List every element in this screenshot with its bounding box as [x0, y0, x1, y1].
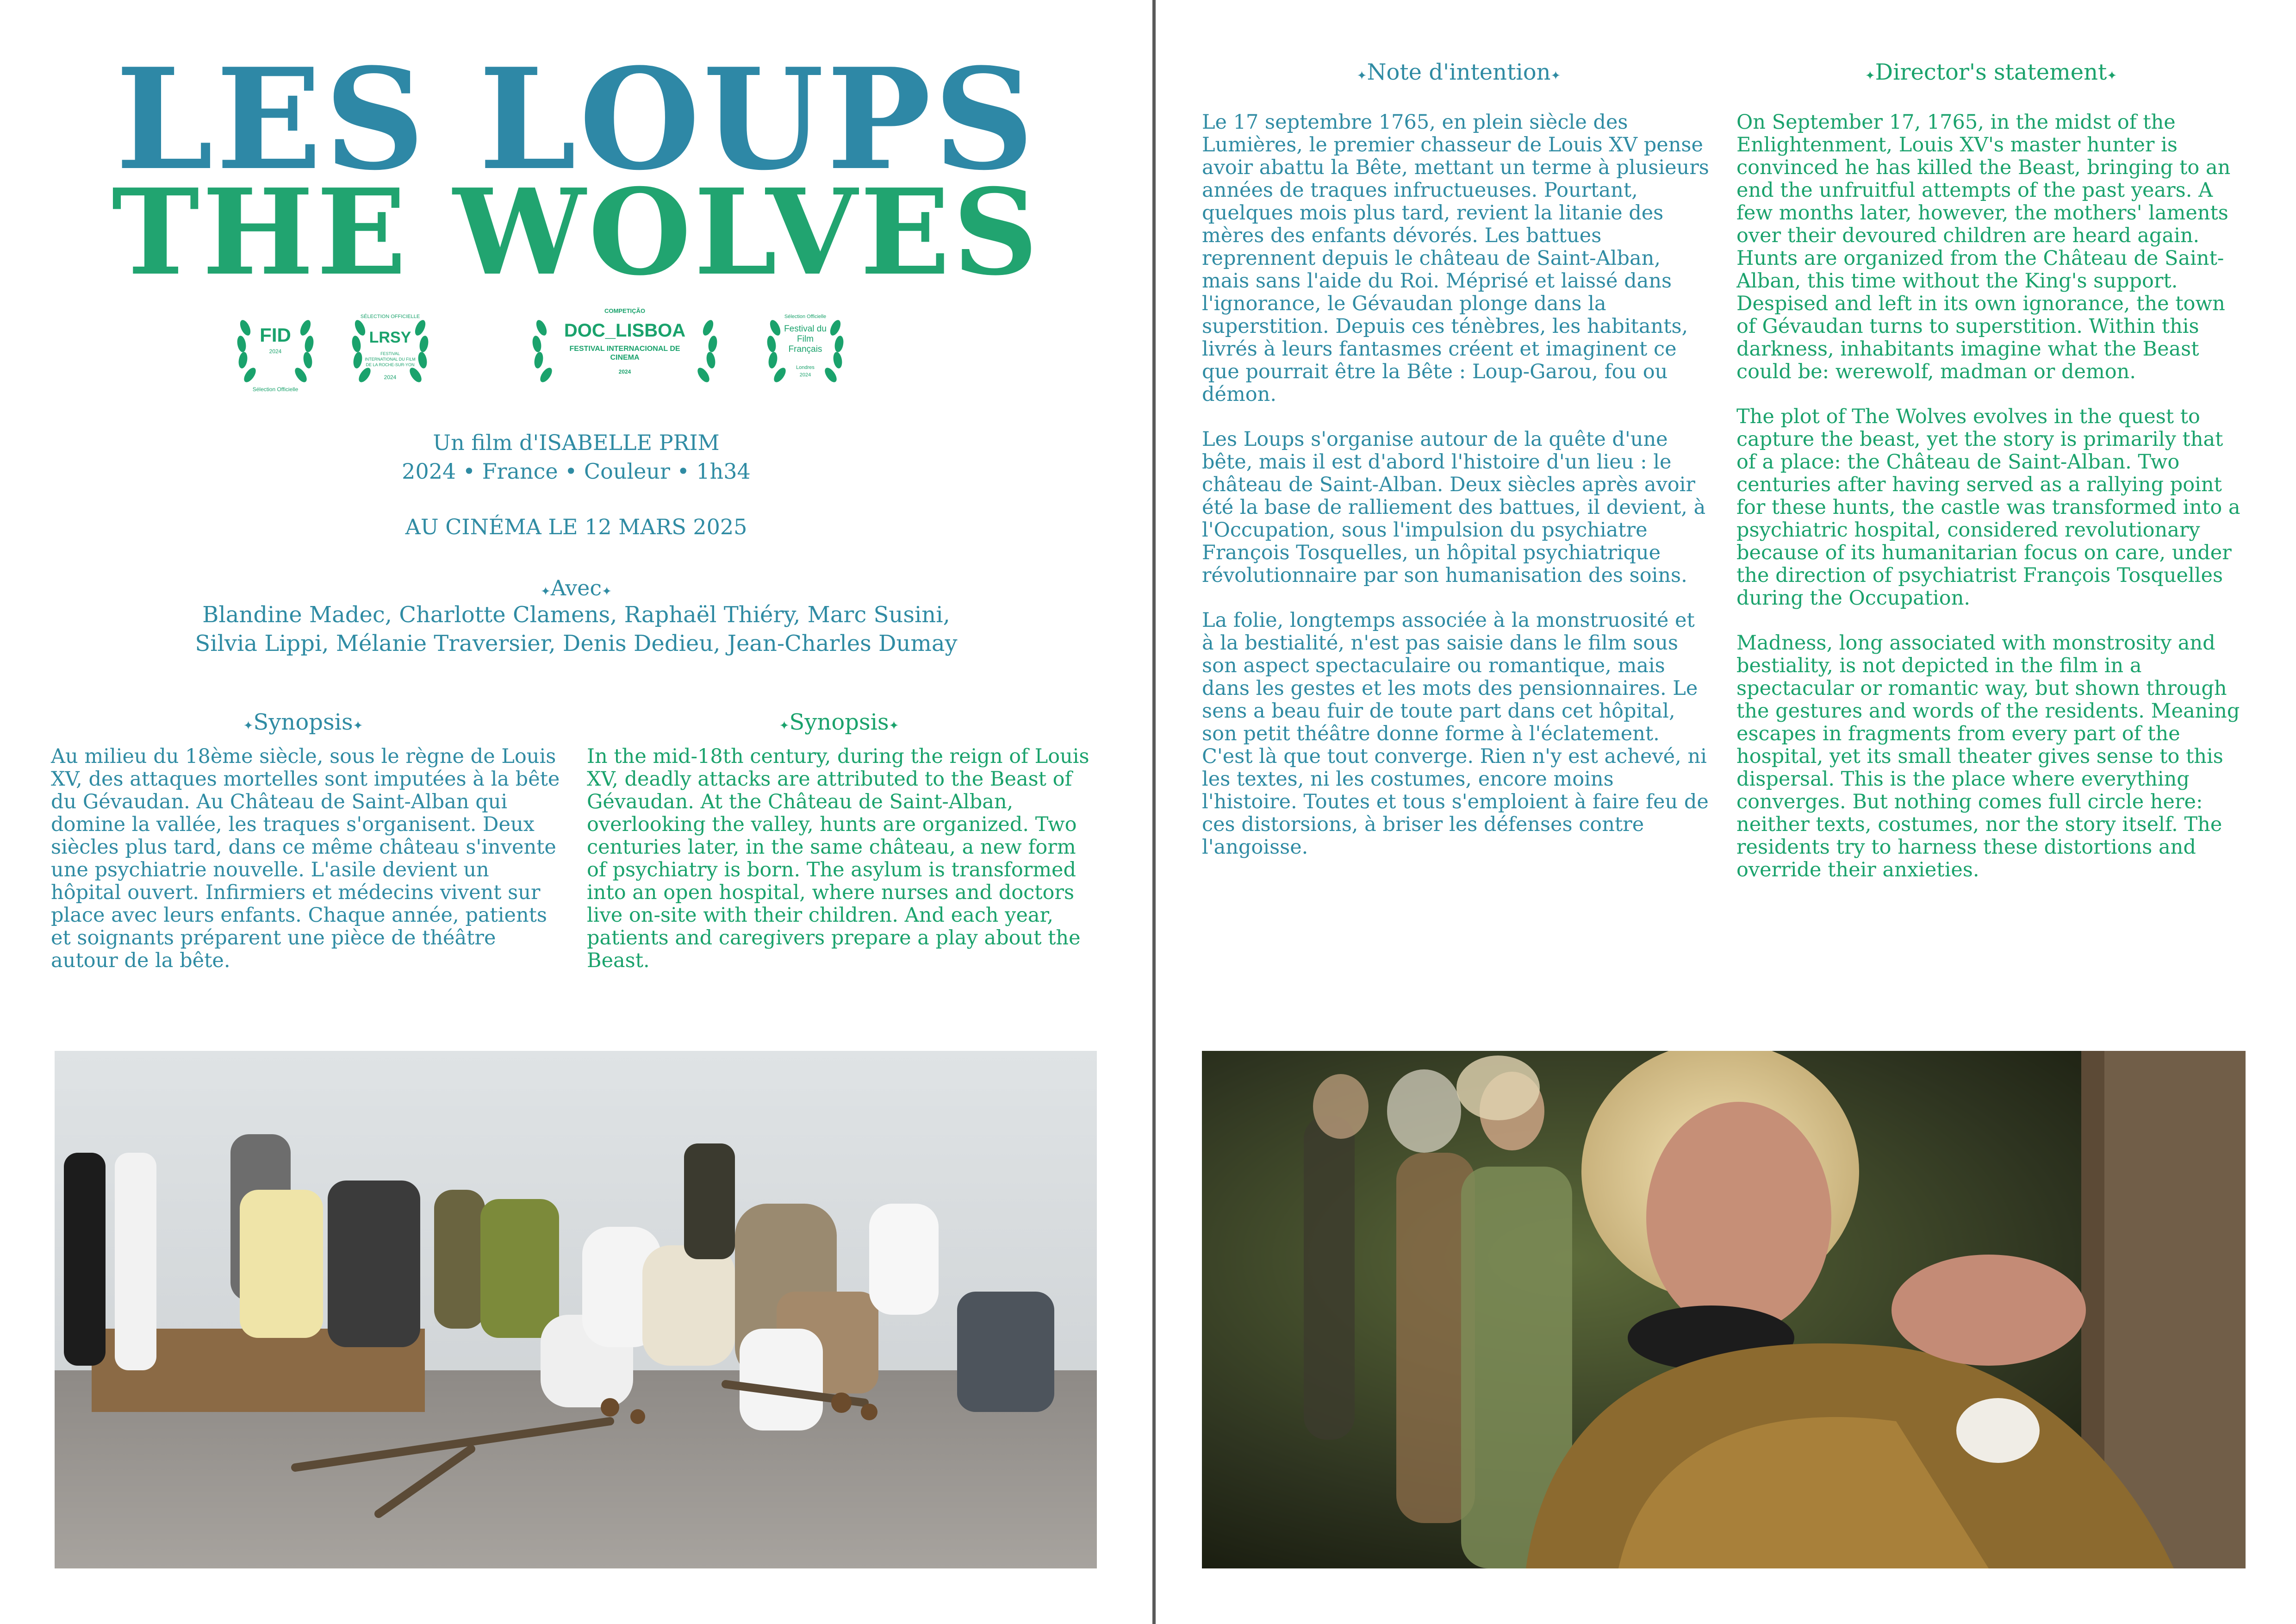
- star-ornament-icon: ✦: [1865, 69, 1875, 83]
- laurel-top: SÉLECTION OFFICIELLE: [360, 314, 420, 319]
- release-date: AU CINÉMA LE 12 MARS 2025: [405, 514, 747, 539]
- directors-statement-heading: [1736, 59, 2246, 89]
- star-ornament-icon: ✦: [602, 585, 612, 599]
- star-ornament-icon: ✦: [243, 719, 254, 733]
- cast-heading-label: Avec: [550, 575, 602, 600]
- note-intention-heading: [1202, 59, 1716, 89]
- laurel-festival-film-francais: [761, 300, 849, 403]
- star-ornament-icon: ✦: [1550, 69, 1561, 83]
- laurel-sub: Londres: [796, 365, 815, 370]
- note-paragraph-3: La folie, longtemps associée à la monstruosité et à la bestialité, n'est pas saisie dans le film sous son aspect spectaculaire ou romantique, mais dans les gestes et les mots des pensionnaires. Le sens a beau fuir de toute part dans cet hôpital, son petit théâtre donne forme à l'éclatement. C'est là que tout converge. Rien n'y est achevé, ni les textes, ni les costumes, encore moins l'histoire. Toutes et tous s'emploient à faire feu de ces distorsions, à briser les défenses contre l'angoisse.: [1202, 609, 1709, 859]
- laurel-top: COMPETIÇÃO: [604, 307, 646, 314]
- star-ornament-icon: ✦: [889, 719, 899, 733]
- directors-statement-text: [1736, 111, 2246, 904]
- note-intention-heading-label: Note d'intention: [1367, 59, 1551, 85]
- star-ornament-icon: ✦: [2107, 69, 2117, 83]
- note-paragraph-1: Le 17 septembre 1765, en plein siècle des Lumières, le premier chasseur de Louis XV pense avoir abattu la Bête, mettant un terme à plusieurs années de traques infructueuses. Pourtant, quelques mois plus tard, revient la litanie des mères des enfants dévorés. Les battues reprennent depuis le château de Saint-Alban, mais sans l'aide du Roi. Méprisé et laissé dans l'ignorance, le Gévaudan plonge dans la superstition. Depuis ces ténèbres, les habitants, livrés à leurs fantasmes créent et imaginent ce que pourrait être la Bête : Loup-Garou, fou ou démon.: [1202, 111, 1709, 406]
- film-credit: Un film d'ISABELLE PRIM: [433, 430, 720, 455]
- laurel-fid: [231, 300, 319, 403]
- laurel-doclisboa: [523, 300, 727, 403]
- note-intention-text: [1202, 111, 1711, 881]
- cast-line-1: Blandine Madec, Charlotte Clamens, Raphaël Thiéry, Marc Susini,: [202, 602, 950, 628]
- laurel-caption: Sélection Officielle: [252, 386, 299, 393]
- statement-paragraph-2: The plot of The Wolves evolves in the quest to capture the beast, yet the story is primarily that of a place: the Château de Saint-Alban. Two centuries after having served as a rallying point for these hunts, the castle was transformed into a psychiatric hospital, considered revolutionary because of its humanitarian focus on care, under the direction of psychiatrist François Tosquelles during the Occupation.: [1736, 405, 2240, 610]
- right-page: [1156, 0, 2296, 1624]
- cast-line-2: Silvia Lippi, Mélanie Traversier, Denis Dedieu, Jean-Charles Dumay: [195, 631, 958, 656]
- title-english: THE WOLVES: [112, 163, 1041, 302]
- note-paragraph-2: Les Loups s'organise autour de la quête d'une bête, mais il est d'abord l'histoire d'un lieu : le château de Saint-Alban. Deux siècles après avoir été la base de ralliement des battues, il devient, à l'Occupation, sous l'impulsion du psychiatre François Tosquelles, un hôpital psychiatrique révolutionnaire par son humanisation des soins.: [1202, 428, 1706, 587]
- laurel-top: Sélection Officielle: [784, 314, 827, 319]
- synopsis-fr-heading-label: Synopsis: [253, 709, 353, 735]
- laurel-main: FID: [260, 324, 291, 346]
- film-still-image: [1202, 1051, 2246, 1568]
- laurel-caption: 2024: [384, 374, 397, 381]
- film-still-periwig-portrait: [1202, 1051, 2246, 1568]
- star-ornament-icon: ✦: [353, 719, 363, 733]
- star-ornament-icon: ✦: [541, 585, 551, 599]
- film-still-group-scene: [55, 1051, 1097, 1568]
- star-ornament-icon: ✦: [1356, 69, 1367, 83]
- statement-paragraph-1: On September 17, 1765, in the midst of the Enlightenment, Louis XV's master hunter is convinced he has killed the Beast, bringing to an end the unfruitful attempts of the past years. A few months later, however, the mothers' laments over their devoured children are heard again. Hunts are organized from the Château de Saint-Alban, this time without the King's support. Despised and left in its own ignorance, the town of Gévaudan turns to superstition. Within this darkness, inhabitants imagine what the Beast could be: werewolf, madman or demon.: [1736, 111, 2231, 383]
- laurel-sub: FESTIVAL INTERNACIONAL DE CINEMA: [569, 345, 680, 362]
- laurel-main: LRSY: [369, 329, 411, 346]
- title-french: LES LOUPS: [115, 37, 1037, 201]
- laurel-main: DOC_LISBOA: [564, 320, 686, 341]
- page-spine-divider: [1152, 0, 1156, 1624]
- synopsis-fr-text: Au milieu du 18ème siècle, sous le règne de Louis XV, des attaques mortelles sont imputées à la bête du Gévaudan. Au Château de Saint-Alban qui domine la vallée, les traques s'organisent. Deux siècles plus tard, dans ce même château s'invente une psychiatrie nouvelle. L'asile devient un hôpital ouvert. Infirmiers et médecins vivent sur place avec leurs enfants. Chaque année, patients et soignants préparent une pièce de théâtre autour de la bête.: [51, 745, 560, 972]
- laurel-lrsy: [346, 300, 434, 403]
- synopsis-en-heading: [587, 709, 1091, 739]
- laurel-caption: 2024: [799, 372, 811, 378]
- cast-heading: [0, 575, 1152, 605]
- synopsis-fr-heading: [51, 709, 555, 739]
- synopsis-en-text: In the mid-18th century, during the reign of Louis XV, deadly attacks are attributed to the Beast of Gévaudan. At the Château de Saint-Alban, overlooking the valley, hunts are organized. Two centuries later, in the same château, a new form of psychiatry is born. The asylum is transformed into an open hospital, where nurses and doctors live on-site with their children. And each year, patients and caregivers prepare a play about the Beast.: [587, 745, 1089, 972]
- laurel-sub: FESTIVAL INTERNATIONAL DU FILM DE LA ROCHE-SUR-YON: [365, 351, 416, 367]
- laurel-sub: 2024: [269, 348, 282, 355]
- synopsis-en-heading-label: Synopsis: [789, 709, 889, 735]
- laurel-main: Festival du Film Français: [784, 324, 827, 354]
- statement-paragraph-3: Madness, long associated with monstrosity and bestiality, is not depicted in the film in a spectacular or romantic way, but shown through the gestures and words of the residents. Meaning escapes in fragments from every part of the hospital, yet its small theater gives sense to this dispersal. This is the place where everything converges. But nothing comes full circle here: neither texts, costumes, nor the story itself. The residents try to harness these distortions and override their anxieties.: [1736, 631, 2240, 881]
- film-info: 2024 • France • Couleur • 1h34: [402, 459, 751, 484]
- star-ornament-icon: ✦: [779, 719, 790, 733]
- directors-statement-heading-label: Director's statement: [1875, 59, 2107, 85]
- film-still-image: [55, 1051, 1097, 1568]
- laurel-caption: 2024: [618, 369, 631, 375]
